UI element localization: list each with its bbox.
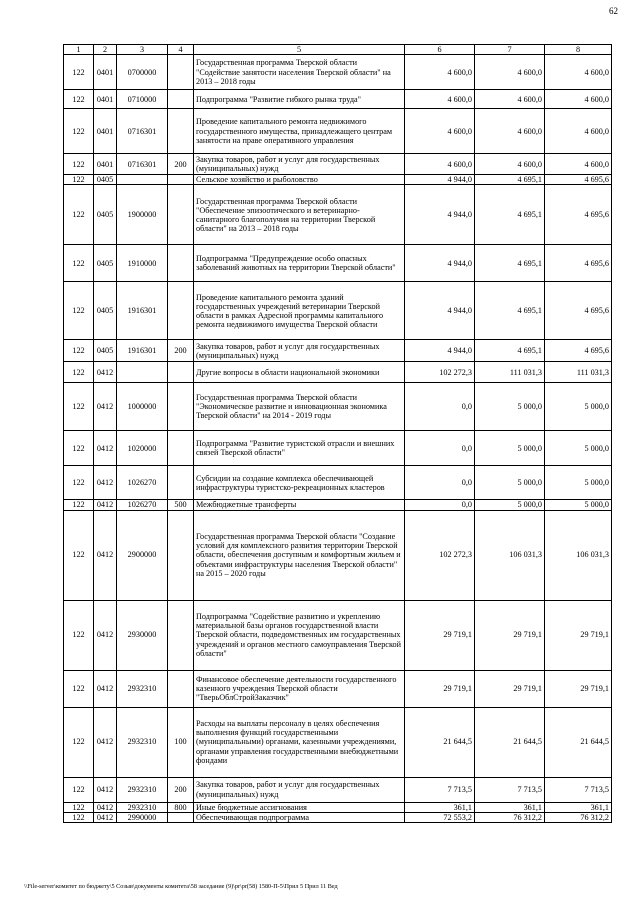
table-row [64,55,612,90]
amount-year-1-cell: 7 713,5 [405,777,475,802]
expense-type-cell [168,90,194,109]
expense-type-cell [168,431,194,466]
amount-year-2-cell: 4 695,1 [475,185,545,245]
header-row [64,45,612,55]
amount-year-1-cell: 102 272,3 [405,362,475,383]
chapter-code-cell: 122 [64,175,94,185]
target-article-cell: 0716301 [117,154,168,175]
amount-year-2-cell: 4 600,0 [475,154,545,175]
target-article-cell: 1916301 [117,340,168,362]
chapter-code-cell: 122 [64,383,94,431]
amount-year-3-cell: 76 312,2 [545,812,612,822]
table-row [64,500,612,510]
table-row [64,466,612,500]
chapter-code-cell: 122 [64,802,94,812]
section-code-cell: 0401 [94,55,117,90]
expense-type-cell: 200 [168,340,194,362]
header-cell: 6 [405,45,475,55]
amount-year-2-cell: 7 713,5 [475,777,545,802]
amount-year-3-cell: 4 600,0 [545,90,612,109]
amount-year-1-cell: 4 944,0 [405,245,475,282]
item-name-cell: Подпрограмма "Развитие туристской отрасли и внешних связей Тверской области" [194,431,405,466]
table-row [64,600,612,670]
section-code-cell: 0412 [94,707,117,777]
amount-year-3-cell: 21 644,5 [545,707,612,777]
amount-year-3-cell: 111 031,3 [545,362,612,383]
target-article-cell: 2932310 [117,670,168,707]
header-cell: 5 [194,45,405,55]
chapter-code-cell: 122 [64,600,94,670]
table-row [64,812,612,822]
item-name-cell: Проведение капитального ремонта недвижимого государственного имущества, принадлежащего центрам занятости на праве оперативного управления [194,109,405,154]
section-code-cell: 0412 [94,600,117,670]
header-cell: 3 [117,45,168,55]
amount-year-3-cell: 106 031,3 [545,510,612,600]
expense-type-cell [168,55,194,90]
section-code-cell: 0405 [94,185,117,245]
chapter-code-cell: 122 [64,55,94,90]
item-name-cell: Обеспечивающая подпрограмма [194,812,405,822]
chapter-code-cell: 122 [64,282,94,340]
table-row [64,340,612,362]
amount-year-2-cell: 5 000,0 [475,383,545,431]
amount-year-1-cell: 102 272,3 [405,510,475,600]
item-name-cell: Государственная программа Тверской области "Экономическое развитие и инновационная экономика Тверской области" на 2014 - 2019 годы [194,383,405,431]
table-row [64,707,612,777]
item-name-cell: Государственная программа Тверской области "Содействие занятости населения Тверской области" на 2013 – 2018 годы [194,55,405,90]
section-code-cell: 0412 [94,802,117,812]
expense-type-cell: 500 [168,500,194,510]
header-cell: 7 [475,45,545,55]
table-row [64,109,612,154]
footer-file-path: \\File-server\комитет по бюджету\5 Созыв\документы комитета\58 заседание (9)\pr\pr(58) 1580-П-5\Прил 5 Прил 11 Вед [24,883,338,890]
section-code-cell: 0405 [94,340,117,362]
amount-year-1-cell: 0,0 [405,383,475,431]
expense-type-cell: 200 [168,154,194,175]
amount-year-1-cell: 0,0 [405,466,475,500]
budget-table [63,44,612,823]
table-row [64,670,612,707]
amount-year-3-cell: 4 600,0 [545,55,612,90]
chapter-code-cell: 122 [64,185,94,245]
expense-type-cell [168,109,194,154]
amount-year-1-cell: 4 944,0 [405,340,475,362]
target-article-cell: 0700000 [117,55,168,90]
item-name-cell: Проведение капитального ремонта зданий государственных учреждений ветеринарии Тверской области в рамках Адресной программы капитального ремонта недвижимого имущества Тверской области [194,282,405,340]
target-article-cell: 2932310 [117,802,168,812]
target-article-cell: 0710000 [117,90,168,109]
expense-type-cell [168,383,194,431]
target-article-cell [117,175,168,185]
chapter-code-cell: 122 [64,500,94,510]
item-name-cell: Субсидии на создание комплекса обеспечивающей инфраструктуры туристско-рекреационных кластеров [194,466,405,500]
header-cell: 2 [94,45,117,55]
section-code-cell: 0412 [94,500,117,510]
item-name-cell: Подпрограмма "Развитие гибкого рынка труда" [194,90,405,109]
amount-year-2-cell: 21 644,5 [475,707,545,777]
table-row [64,282,612,340]
amount-year-1-cell: 4 600,0 [405,109,475,154]
target-article-cell: 1026270 [117,500,168,510]
header-cell: 4 [168,45,194,55]
target-article-cell: 1900000 [117,185,168,245]
amount-year-2-cell: 5 000,0 [475,431,545,466]
amount-year-3-cell: 4 695,6 [545,340,612,362]
item-name-cell: Сельское хозяйство и рыболовство [194,175,405,185]
amount-year-2-cell: 29 719,1 [475,670,545,707]
amount-year-3-cell: 5 000,0 [545,500,612,510]
expense-type-cell [168,185,194,245]
item-name-cell: Другие вопросы в области национальной экономики [194,362,405,383]
chapter-code-cell: 122 [64,670,94,707]
amount-year-2-cell: 4 600,0 [475,55,545,90]
amount-year-3-cell: 4 695,6 [545,185,612,245]
chapter-code-cell: 122 [64,510,94,600]
section-code-cell: 0412 [94,812,117,822]
section-code-cell: 0412 [94,466,117,500]
table-row [64,802,612,812]
amount-year-2-cell: 106 031,3 [475,510,545,600]
chapter-code-cell: 122 [64,340,94,362]
amount-year-1-cell: 4 600,0 [405,55,475,90]
item-name-cell: Закупка товаров, работ и услуг для государственных (муниципальных) нужд [194,154,405,175]
item-name-cell: Межбюджетные трансферты [194,500,405,510]
chapter-code-cell: 122 [64,431,94,466]
chapter-code-cell: 122 [64,812,94,822]
target-article-cell: 1000000 [117,383,168,431]
table-row [64,185,612,245]
table-row [64,431,612,466]
chapter-code-cell: 122 [64,466,94,500]
expense-type-cell [168,282,194,340]
item-name-cell: Государственная программа Тверской области "Обеспечение эпизоотического и ветеринарно-санитарного благополучия на территории Тверской области" на 2013 – 2018 годы [194,185,405,245]
amount-year-2-cell: 111 031,3 [475,362,545,383]
target-article-cell: 2930000 [117,600,168,670]
amount-year-1-cell: 4 600,0 [405,154,475,175]
item-name-cell: Закупка товаров, работ и услуг для государственных (муниципальных) нужд [194,777,405,802]
amount-year-2-cell: 29 719,1 [475,600,545,670]
amount-year-2-cell: 361,1 [475,802,545,812]
item-name-cell: Иные бюджетные ассигнования [194,802,405,812]
chapter-code-cell: 122 [64,109,94,154]
amount-year-3-cell: 5 000,0 [545,466,612,500]
expense-type-cell: 800 [168,802,194,812]
section-code-cell: 0412 [94,777,117,802]
item-name-cell: Финансовое обеспечение деятельности государственного казенного учреждения Тверской области "ТверьОблСтройЗаказчик" [194,670,405,707]
section-code-cell: 0412 [94,670,117,707]
amount-year-3-cell: 7 713,5 [545,777,612,802]
section-code-cell: 0412 [94,383,117,431]
amount-year-2-cell: 4 695,1 [475,282,545,340]
target-article-cell [117,362,168,383]
amount-year-1-cell: 29 719,1 [405,600,475,670]
amount-year-1-cell: 4 944,0 [405,175,475,185]
amount-year-1-cell: 4 600,0 [405,90,475,109]
amount-year-1-cell: 4 944,0 [405,185,475,245]
target-article-cell: 2900000 [117,510,168,600]
chapter-code-cell: 122 [64,777,94,802]
page-number: 62 [609,6,618,16]
item-name-cell: Государственная программа Тверской области "Создание условий для комплексного развития территории Тверской области, обеспечения доступным и комфортным жильем и объектами инфраструктуры населения Тверской области" на 2015 – 2020 годы [194,510,405,600]
amount-year-3-cell: 4 695,6 [545,175,612,185]
amount-year-3-cell: 4 695,6 [545,245,612,282]
section-code-cell: 0405 [94,175,117,185]
amount-year-2-cell: 4 695,1 [475,340,545,362]
amount-year-1-cell: 72 553,2 [405,812,475,822]
table-row [64,90,612,109]
expense-type-cell [168,600,194,670]
table-row [64,777,612,802]
expense-type-cell [168,510,194,600]
expense-type-cell [168,466,194,500]
amount-year-1-cell: 21 644,5 [405,707,475,777]
target-article-cell: 2932310 [117,777,168,802]
chapter-code-cell: 122 [64,707,94,777]
item-name-cell: Подпрограмма "Содействие развитию и укреплению материальной базы органов государственной власти Тверской области, подведомственных им государственных учреждений и органов местного самоуправления Тверской области" [194,600,405,670]
target-article-cell: 1020000 [117,431,168,466]
target-article-cell: 1026270 [117,466,168,500]
amount-year-2-cell: 76 312,2 [475,812,545,822]
amount-year-3-cell: 4 600,0 [545,154,612,175]
amount-year-3-cell: 5 000,0 [545,383,612,431]
expense-type-cell: 200 [168,777,194,802]
section-code-cell: 0401 [94,154,117,175]
amount-year-2-cell: 4 695,1 [475,175,545,185]
expense-type-cell [168,175,194,185]
header-cell: 8 [545,45,612,55]
header-cell: 1 [64,45,94,55]
amount-year-3-cell: 5 000,0 [545,431,612,466]
amount-year-3-cell: 4 600,0 [545,109,612,154]
amount-year-2-cell: 5 000,0 [475,500,545,510]
section-code-cell: 0401 [94,109,117,154]
amount-year-2-cell: 5 000,0 [475,466,545,500]
item-name-cell: Расходы на выплаты персоналу в целях обеспечения выполнения функций государственными (муниципальными) органами, казенными учреждениями, органами управления государственными внебюджетными фондами [194,707,405,777]
table-row [64,510,612,600]
target-article-cell: 1910000 [117,245,168,282]
expense-type-cell [168,812,194,822]
table-row [64,362,612,383]
section-code-cell: 0405 [94,282,117,340]
section-code-cell: 0412 [94,362,117,383]
amount-year-1-cell: 29 719,1 [405,670,475,707]
expense-type-cell [168,245,194,282]
target-article-cell: 2990000 [117,812,168,822]
chapter-code-cell: 122 [64,154,94,175]
section-code-cell: 0401 [94,90,117,109]
table-row [64,154,612,175]
amount-year-2-cell: 4 695,1 [475,245,545,282]
amount-year-2-cell: 4 600,0 [475,90,545,109]
section-code-cell: 0405 [94,245,117,282]
amount-year-3-cell: 29 719,1 [545,600,612,670]
item-name-cell: Закупка товаров, работ и услуг для государственных (муниципальных) нужд [194,340,405,362]
amount-year-2-cell: 4 600,0 [475,109,545,154]
target-article-cell: 0716301 [117,109,168,154]
amount-year-3-cell: 361,1 [545,802,612,812]
chapter-code-cell: 122 [64,362,94,383]
target-article-cell: 2932310 [117,707,168,777]
amount-year-1-cell: 0,0 [405,500,475,510]
item-name-cell: Подпрограмма "Предупреждение особо опасных заболеваний животных на территории Тверской области" [194,245,405,282]
table-row [64,245,612,282]
section-code-cell: 0412 [94,510,117,600]
table-body [64,55,612,823]
target-article-cell: 1916301 [117,282,168,340]
chapter-code-cell: 122 [64,90,94,109]
chapter-code-cell: 122 [64,245,94,282]
table-row [64,175,612,185]
table-row [64,383,612,431]
amount-year-3-cell: 4 695,6 [545,282,612,340]
expense-type-cell: 100 [168,707,194,777]
expense-type-cell [168,362,194,383]
expense-type-cell [168,670,194,707]
amount-year-3-cell: 29 719,1 [545,670,612,707]
section-code-cell: 0412 [94,431,117,466]
amount-year-1-cell: 361,1 [405,802,475,812]
amount-year-1-cell: 4 944,0 [405,282,475,340]
amount-year-1-cell: 0,0 [405,431,475,466]
